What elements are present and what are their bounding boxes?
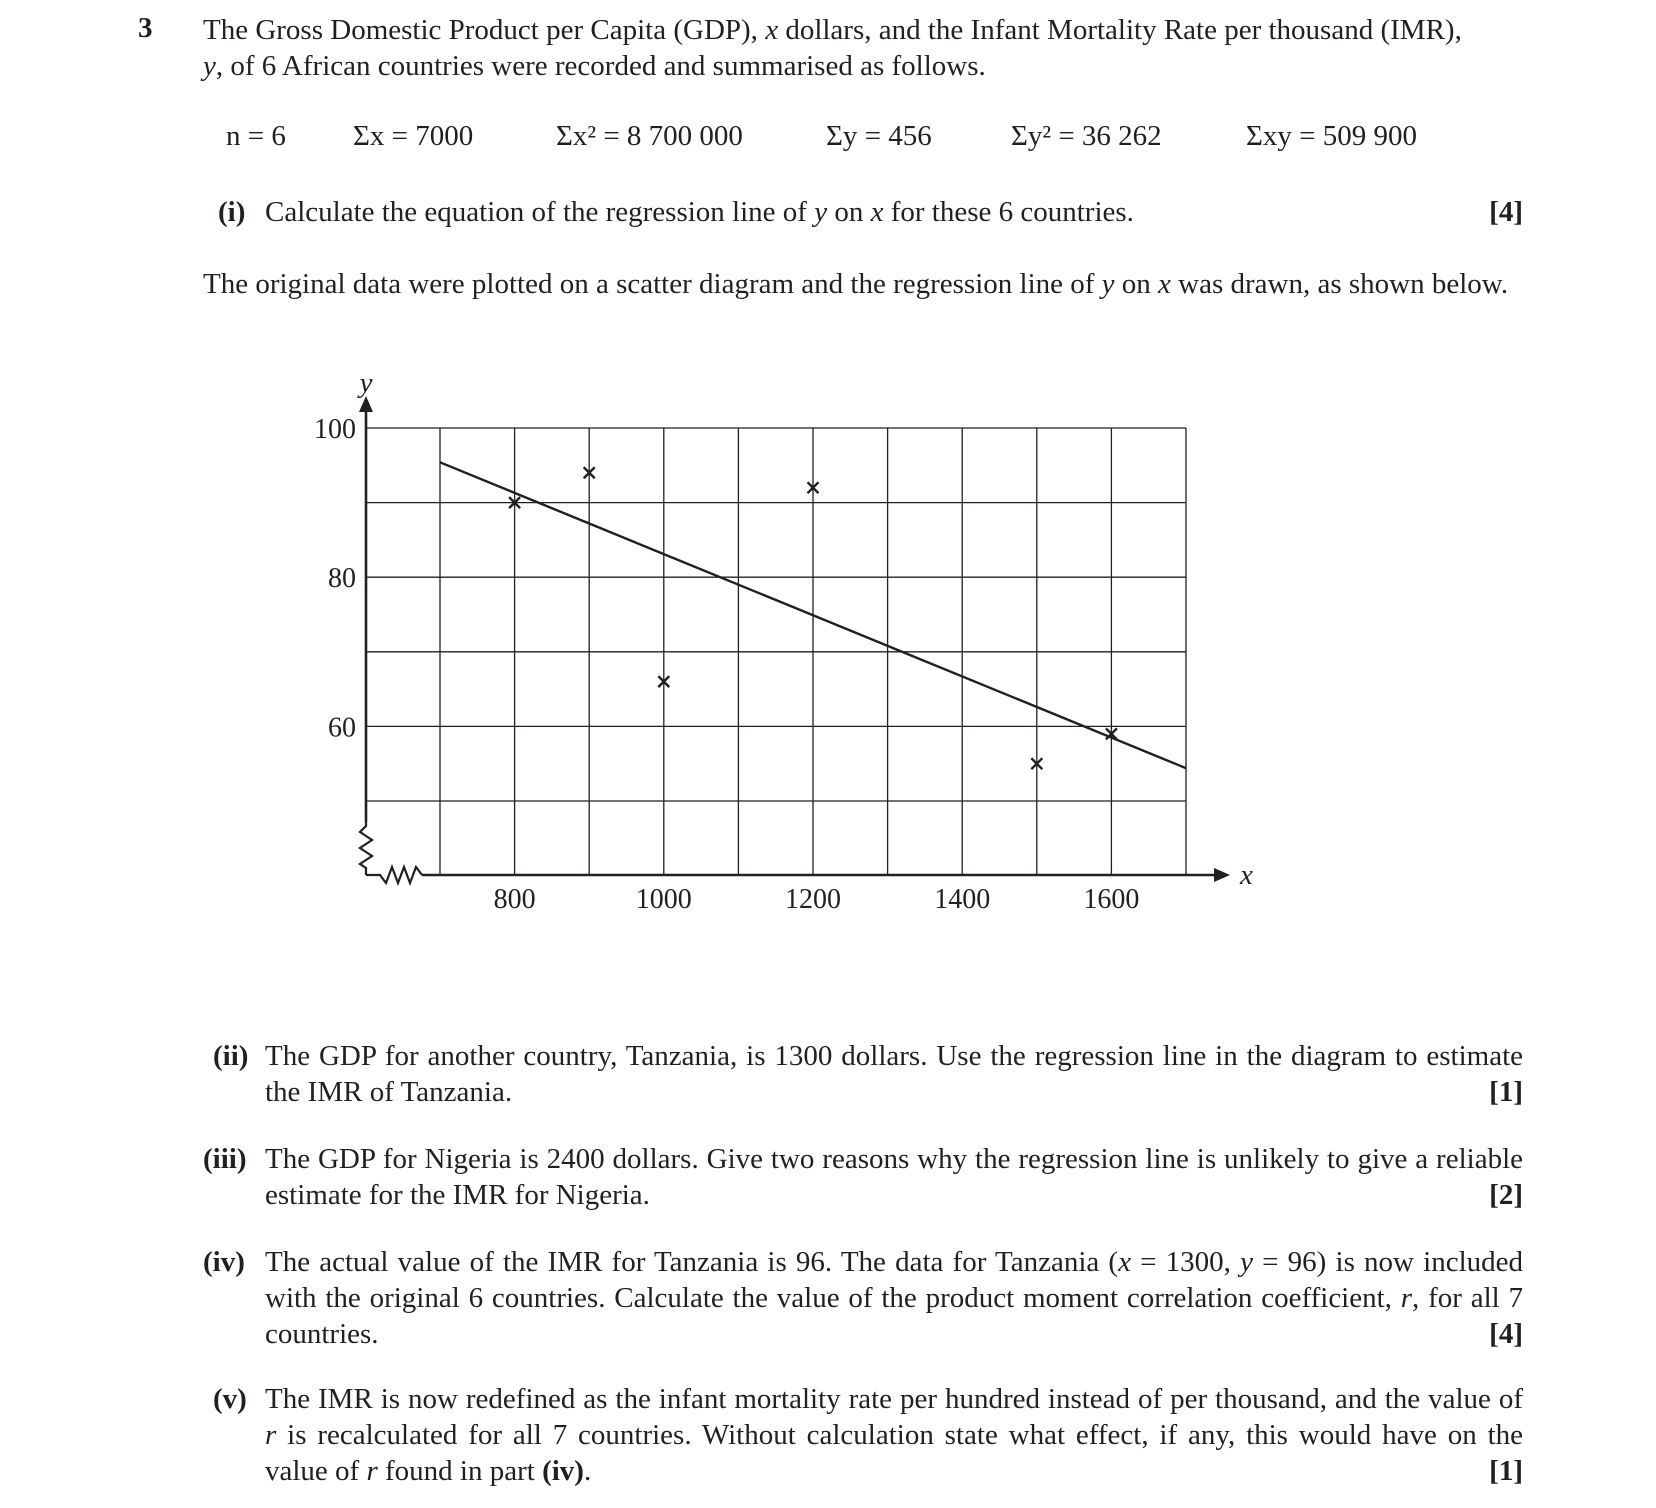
text: . (583, 1455, 592, 1487)
part-text: The GDP for another country, Tanzania, is 1300 dollars. Use the regression line in the diagram to estimate the IMR of Tanzania. (265, 1040, 1523, 1108)
text: = 96) is now included with the original 6 countries. Calculate the value of the product moment correlation coefficient, (265, 1246, 1524, 1314)
var-x: x (870, 196, 884, 228)
text: found in part (377, 1455, 543, 1487)
text: for these 6 countries. (883, 196, 1134, 228)
y-axis-break (360, 822, 372, 875)
var-r: r (265, 1419, 277, 1451)
intro-text: dollars, and the Infant Mortality Rate per thousand (IMR), (778, 14, 1462, 46)
x-tick-label: 1400 (934, 884, 991, 915)
var-r: r (1400, 1282, 1413, 1314)
text: The actual value of the IMR for Tanzania is 96. The data for Tanzania ( (265, 1246, 1119, 1278)
part-text (265, 1244, 1523, 1352)
var-y: y (1101, 268, 1115, 300)
marks: [2] (1489, 1179, 1523, 1211)
stat-sum-y: Σy = 456 (826, 120, 932, 152)
x-tick-label: 1200 (785, 884, 841, 915)
marks: [4] (1489, 1318, 1523, 1350)
part-ii (203, 1038, 1523, 1110)
part-text: The GDP for Nigeria is 2400 dollars. Give two reasons why the regression line is unlikely to give a reliable estimate for the IMR for Nigeria. (265, 1143, 1523, 1211)
part-label: (v) (213, 1383, 247, 1415)
question-number: 3 (138, 12, 153, 44)
y-tick-label: 80 (328, 563, 356, 595)
x-axis-arrow-icon (1214, 868, 1230, 882)
var-x: x (1158, 268, 1171, 300)
text: is recalculated for all 7 countries. Without calculation state what effect, if any, this would have on the value of (265, 1419, 1523, 1487)
stat-n: n = 6 (226, 120, 286, 152)
intro-text: The Gross Domestic Product per Capita (GDP), (203, 14, 766, 46)
text: was drawn, as shown below. (1170, 268, 1509, 300)
part-label: (i) (218, 196, 246, 228)
y-axis-label: y (359, 367, 373, 399)
stat-sum-x: Σx = 7000 (353, 120, 474, 152)
marks: [1] (1489, 1455, 1523, 1487)
var-x: x (765, 14, 779, 46)
y-tick-label: 60 (328, 712, 356, 744)
x-axis-label: x (1240, 859, 1253, 891)
text: , for all 7 countries. (265, 1282, 1523, 1350)
part-iv (203, 1244, 1523, 1352)
x-tick-label: 1600 (1083, 884, 1140, 915)
part-reference: (iv) (542, 1455, 584, 1487)
stat-sum-xy: Σxy = 509 900 (1246, 120, 1417, 152)
part-text (265, 1381, 1523, 1489)
marks: [4] (1489, 196, 1523, 228)
part-iii (203, 1141, 1523, 1213)
text: The IMR is now redefined as the infant mortality rate per hundred instead of per thousand, and the value of (265, 1383, 1523, 1415)
var-x: x (1118, 1246, 1131, 1278)
x-tick-label: 1000 (635, 884, 692, 915)
var-r: r (366, 1455, 378, 1487)
text: Calculate the equation of the regression line of (265, 196, 815, 228)
x-axis-break (366, 867, 422, 883)
var-y: y (1240, 1246, 1253, 1278)
var-y: y (203, 50, 216, 82)
x-tick-label: 800 (493, 884, 536, 915)
stat-sum-y2: Σy² = 36 262 (1011, 120, 1162, 152)
text: = 1300, (1130, 1246, 1241, 1278)
text: The original data were plotted on a scatter diagram and the regression line of (203, 268, 1102, 300)
var-y: y (814, 196, 828, 228)
grid (366, 428, 1186, 875)
stat-sum-x2: Σx² = 8 700 000 (556, 120, 743, 152)
text: on (1114, 268, 1159, 300)
part-label: (ii) (213, 1040, 249, 1072)
marks: [1] (1489, 1076, 1523, 1108)
axes (357, 367, 1253, 891)
part-v (203, 1381, 1523, 1489)
part-label: (iv) (203, 1246, 245, 1278)
text: on (827, 196, 871, 228)
y-tick-label: 100 (314, 414, 356, 445)
intro-text: , of 6 African countries were recorded and summarised as follows. (215, 50, 986, 82)
tick-labels (314, 414, 1139, 915)
part-label: (iii) (203, 1143, 247, 1175)
